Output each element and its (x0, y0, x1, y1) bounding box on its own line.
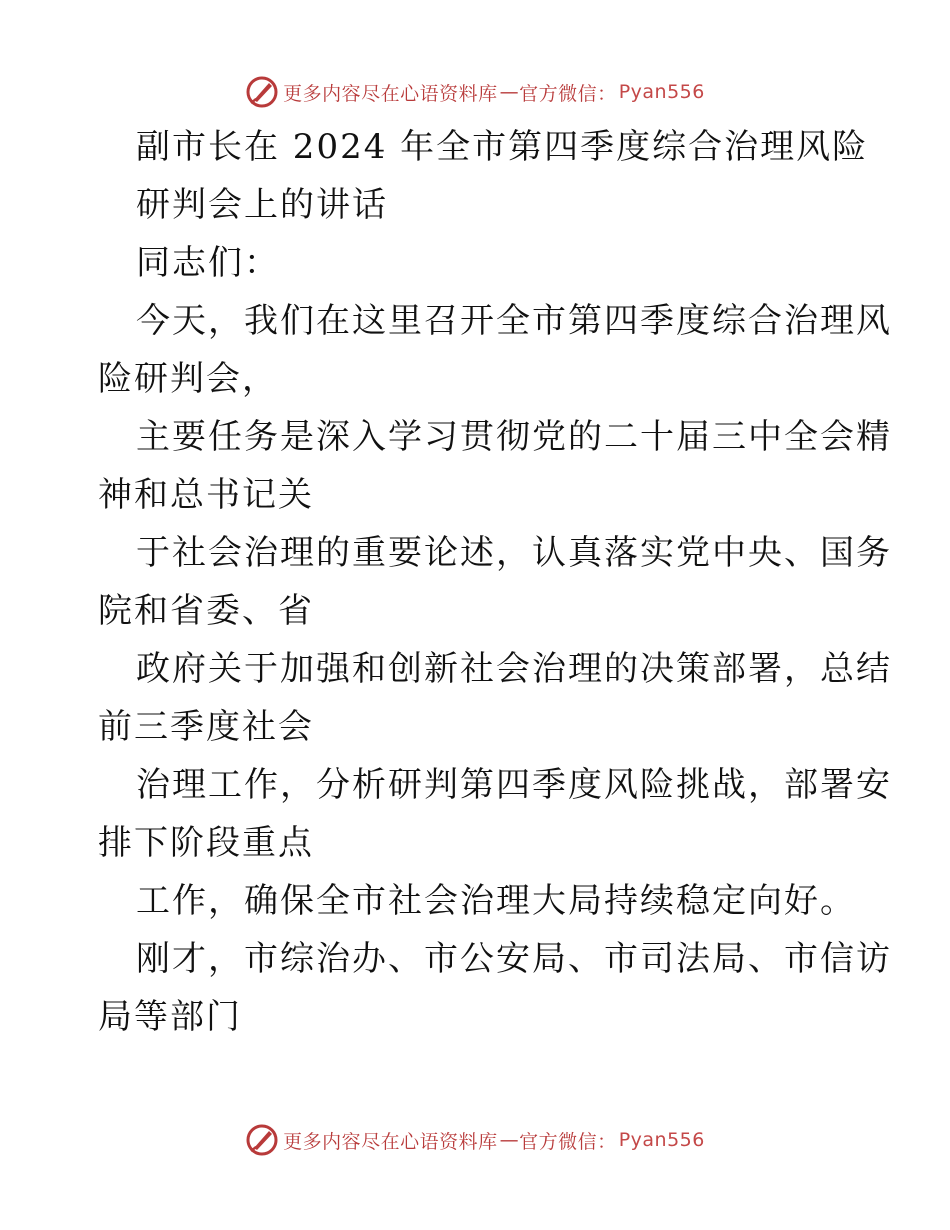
document-title-line-1: 副市长在 2024 年全市第四季度综合治理风险 (136, 127, 869, 167)
paragraph-line: 排下阶段重点 (98, 823, 314, 863)
watermark-dash: — (499, 81, 520, 103)
red-quill-logo-icon (245, 75, 279, 109)
paragraph-line: 治理工作，分析研判第四季度风险挑战，部署安 (136, 765, 892, 805)
footer-watermark (0, 1120, 950, 1160)
salutation: 同志们： (136, 243, 280, 283)
paragraph-lines (98, 292, 892, 1046)
watermark-official: 官方微信： (519, 1130, 617, 1153)
paragraph-line: 前三季度社会 (98, 707, 314, 747)
watermark-text: 更多内容尽在心语资料库 (283, 1130, 498, 1153)
header-watermark (0, 72, 950, 112)
watermark-official: 官方微信： (519, 82, 617, 105)
paragraph-line: 局等部门 (98, 997, 242, 1037)
paragraph-line: 于社会治理的重要论述，认真落实党中央、国务 (136, 533, 892, 573)
watermark-dash: — (499, 1129, 520, 1151)
watermark-text: 更多内容尽在心语资料库 (283, 82, 498, 105)
paragraph-line: 政府关于加强和创新社会治理的决策部署，总结 (136, 649, 892, 689)
document-body (98, 118, 892, 1046)
red-quill-logo-icon (245, 1123, 279, 1157)
paragraph-line: 神和总书记关 (98, 475, 314, 515)
paragraph-line: 工作，确保全市社会治理大局持续稳定向好。 (136, 881, 856, 921)
document-title-line-2: 研判会上的讲话 (136, 185, 388, 225)
watermark-wechat-id: Pyan556 (618, 1129, 705, 1151)
paragraph-line: 主要任务是深入学习贯彻党的二十届三中全会精 (136, 417, 892, 457)
watermark-wechat-id: Pyan556 (618, 81, 705, 103)
paragraph-line: 今天，我们在这里召开全市第四季度综合治理风 (136, 301, 892, 341)
paragraph-line: 险研判会， (98, 359, 278, 399)
paragraph-line: 院和省委、省 (98, 591, 314, 631)
paragraph-line: 刚才，市综治办、市公安局、市司法局、市信访 (136, 939, 892, 979)
